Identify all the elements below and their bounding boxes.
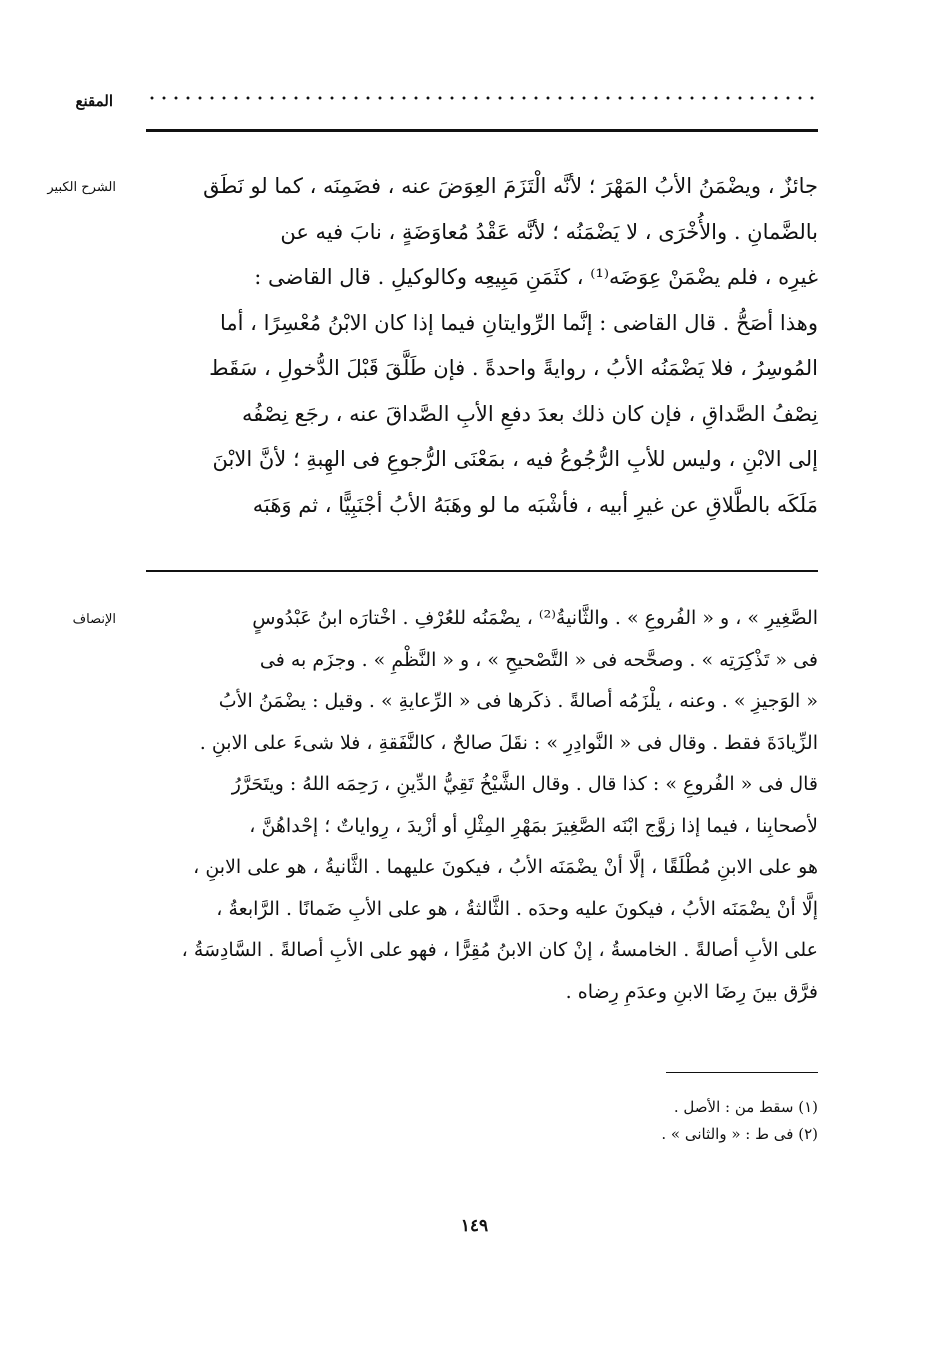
text-line: بالضَّمانِ . والأُخْرَى ، لا يَضْمَنُه ؛ لأنَّه عَقْدُ مُعاوَضَةٍ ، نابَ فيه عن — [280, 219, 818, 244]
text-line: غيرِه ، فلم يضْمَنْ عِوَضَه⁽¹⁾ ، كثَمَنِ مَبِيعِه وكالوكيلِ . قال القاضى : — [254, 265, 818, 289]
text-line: الصَّغِيرِ » ، و « الفُروعِ » . والثَّانيةُ⁽²⁾ ، يضْمَنُه للعُرْفِ . اخْتارَه ابنُ عَبْدُوسٍ — [252, 607, 818, 629]
text-line: فرَّق بينَ رِضَا الابنِ وعدَمِ رِضاه . — [565, 980, 818, 1003]
main-text-sharh — [142, 164, 818, 528]
text-line: نِصْفُ الصَّداقِ ، فإن كان ذلك بعدَ دفعِ الأبِ الصَّداقَ عنه ، رجَع نِصْفُه — [242, 401, 818, 426]
header-rule — [146, 129, 818, 132]
section-label-insaf: الإنصاف — [72, 612, 116, 627]
text-line: فى « تَذْكِرَتِه » . وصحَّحه فى « التَّصْحيحِ » ، و « النَّظْمِ » . وجزَم به فى — [259, 648, 818, 671]
book-title: المقنع — [75, 92, 113, 110]
text-line: جائزٌ ، ويضْمَنُ الأبُ المَهْرَ ؛ لأنَّه الْتَزَمَ العِوَضَ عنه ، فضَمِنَه ، كما لو نَطَق — [203, 174, 818, 198]
text-line: مَلَكَه بالطَّلاقِ عن غيرِ أبيه ، فأشْبَه ما لو وهَبَهُ الأبُ أجْنَبِيًّا ، ثم وَهَبَه — [252, 492, 818, 517]
text-line: وهذا أصَحُّ . قال القاضى : إنَّما الرِّوايتانِ فيما إذا كان الابْنُ مُعْسِرًا ، أما — [220, 310, 818, 335]
text-line: الزِّيادَةَ فقط . وقال فى « النَّوادِرِ » : نقَلَ صالحٌ ، كالنَّفَقةِ ، فلا شىءَ على الابنِ . — [199, 731, 818, 754]
footnote: (١) سقط من : الأصل . — [673, 1098, 818, 1116]
footnote: (٢) فى ط : « والثانى » . — [661, 1125, 818, 1143]
main-text-insaf — [142, 598, 818, 1013]
footnote-rule — [666, 1072, 818, 1073]
text-line: إلى الابْنِ ، وليس للأبِ الرُّجُوعُ فيه ، بمَعْنَى الرُّجوعِ فى الهِبةِ ؛ لأنَّ الابْنَ — [212, 447, 818, 471]
header-dotted-leader — [146, 93, 816, 103]
text-line: لأصحابِنا ، فيما إذا زوَّج ابْنَه الصَّغِيرَ بمَهْرِ المِثْلِ أو أزْيدَ ، رِواياتٌ ؛ إحْداهُنَّ ، — [249, 814, 818, 837]
footnotes — [418, 1094, 818, 1148]
text-line: هو على الابنِ مُطْلَقًا ، إلَّا أنْ يضْمَنَه الأبُ ، فيكونَ عليهما . الثَّانيةُ ، هو على الابنِ ، — [193, 856, 818, 878]
page-number: ١٤٩ — [460, 1216, 489, 1236]
text-line: « الوَجيزِ » . وعنه ، يلْزَمُه أصالةً . ذكَرها فى « الرِّعايةِ » . وقيل : يضْمَنُ الأبُ — [218, 690, 818, 712]
text-line: على الأبِ أصالةً . الخامسةُ ، إنْ كان الابنُ مُقِرًّا ، فهو على الأبِ أصالةً . السَّادِسَةُ ، — [181, 939, 818, 961]
text-line: قال فى « الفُروعِ » : كذا قال . وقال الشَّيْخُ تَقِيُّ الدِّينِ ، رَحِمَه اللهُ : ويتَحَرَّرُ — [231, 773, 818, 795]
text-line: إلَّا أنْ يضْمَنَه الأبُ ، فيكونَ عليه وحدَه . الثَّالثةُ ، هو على الأبِ ضَمانًا . الرَّابعةُ ، — [216, 897, 818, 920]
section-divider — [146, 570, 818, 572]
section-label-sharh: الشرح الكبير — [47, 180, 116, 195]
text-line: المُوسِرُ ، فلا يَضْمَنُه الأبُ ، روايةً واحدةً . فإن طَلَّقَ قَبْلَ الدُّخولِ ، سَقَط — [209, 356, 818, 380]
